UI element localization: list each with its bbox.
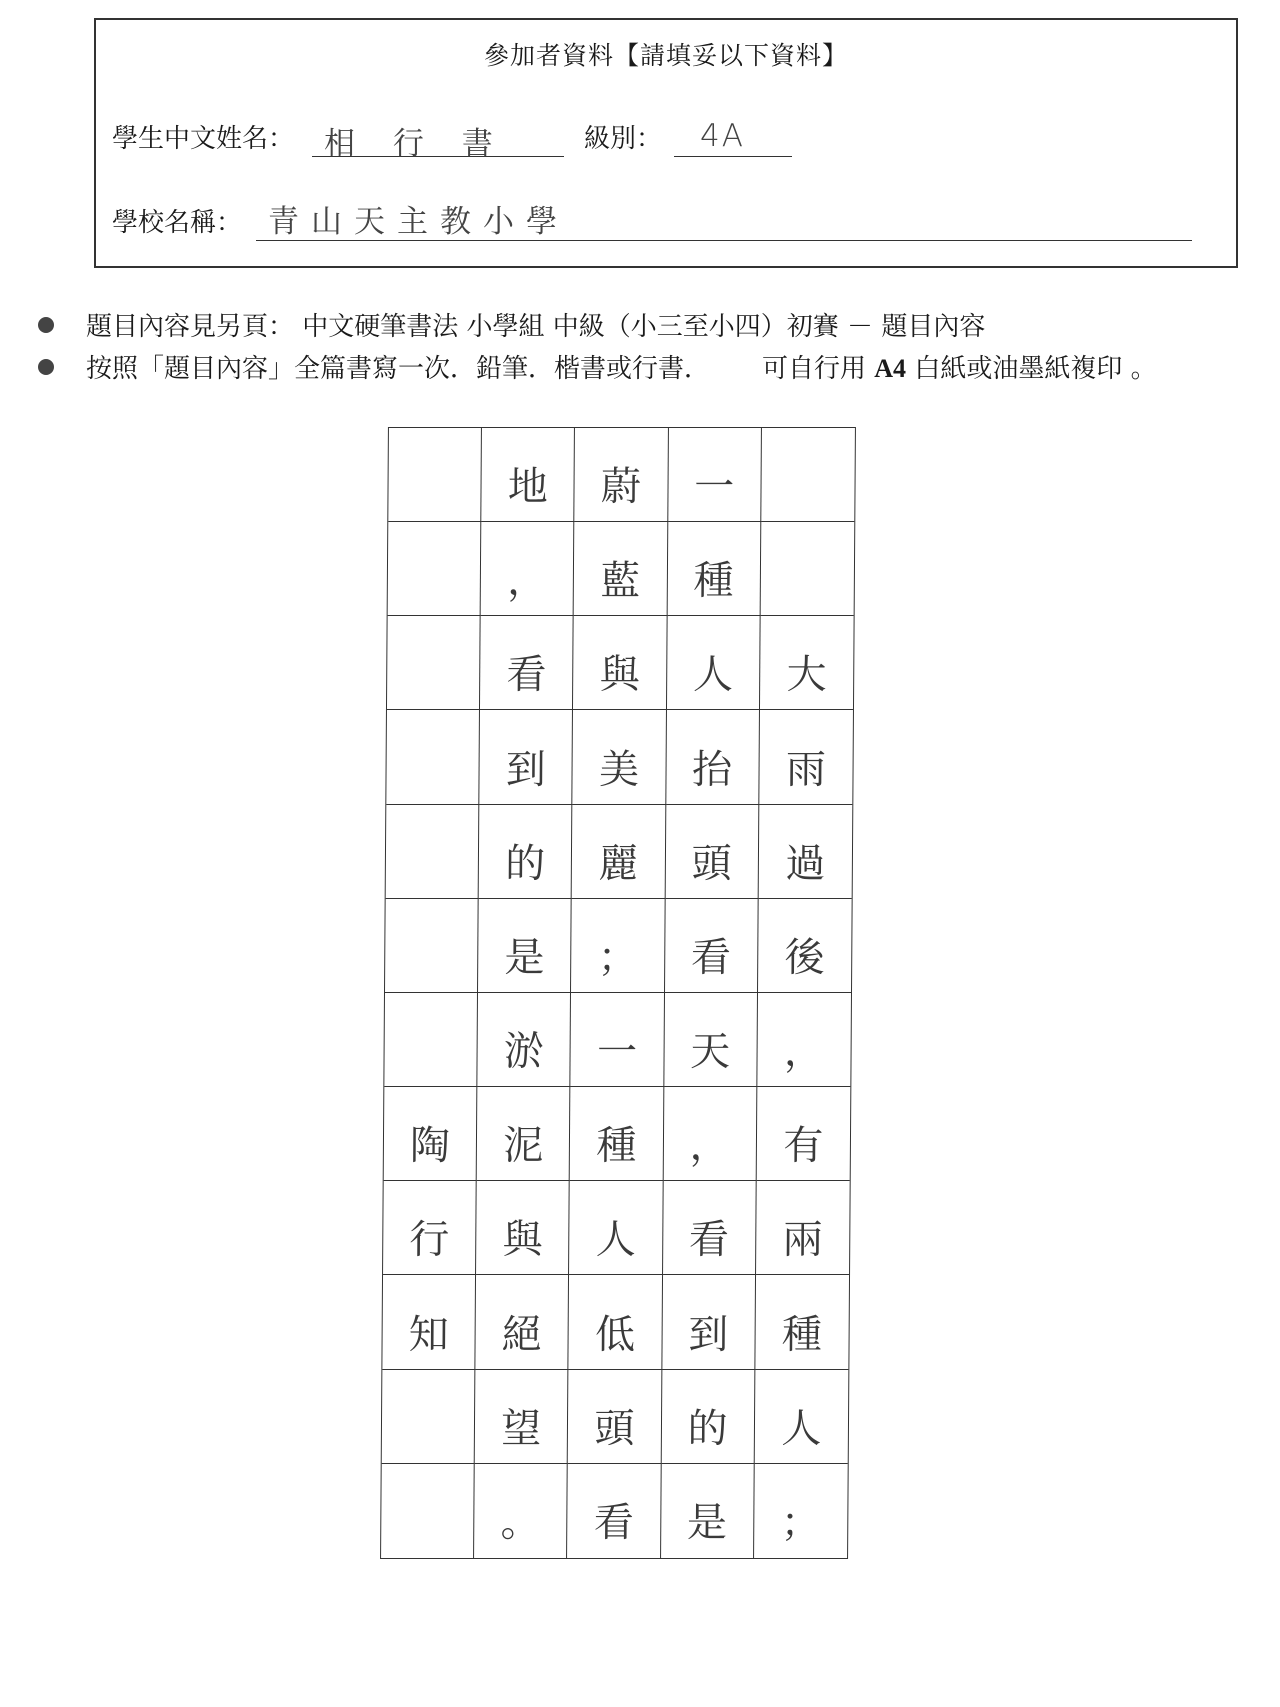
grid-cell[interactable]: 頭 <box>665 805 759 899</box>
grid-cell[interactable]: 絕 <box>476 1275 570 1369</box>
name-label: 學生中文姓名： <box>112 124 295 154</box>
grid-cell[interactable] <box>388 522 482 616</box>
grid-cell[interactable] <box>384 993 478 1087</box>
grid-cell[interactable]: 雨 <box>759 710 853 804</box>
grid-cell[interactable]: 頭 <box>568 1370 662 1464</box>
form-title: 參加者資料【請填妥以下資料】 <box>483 41 848 70</box>
grid-cell[interactable]: 是 <box>478 899 572 993</box>
participant-info-box <box>94 18 1238 268</box>
grid-cell[interactable]: 是 <box>661 1464 755 1558</box>
instruction-1: 題目內容見另頁： 中文硬筆書法 小學組 中級（小三至小四）初賽 － 題目內容 <box>38 306 985 343</box>
grid-cell[interactable] <box>387 616 481 710</box>
grid-cell[interactable]: 行 <box>383 1181 477 1275</box>
grid-cell[interactable] <box>386 805 480 899</box>
grid-cell[interactable]: 與 <box>573 616 667 710</box>
grid-cell[interactable]: 藍 <box>574 522 668 616</box>
grid-cell[interactable]: 淤 <box>478 993 572 1087</box>
grid-cell[interactable] <box>761 428 855 522</box>
grid-cell[interactable]: 看 <box>665 899 759 993</box>
grid-cell[interactable] <box>760 522 854 616</box>
grid-cell[interactable]: 人 <box>667 616 761 710</box>
grid-cell[interactable]: 有 <box>756 1087 850 1181</box>
grid-cell[interactable]: 種 <box>667 522 761 616</box>
grid-cell[interactable]: 人 <box>755 1370 849 1464</box>
name-value[interactable]: 相 行 書 <box>324 126 507 162</box>
grid-cell[interactable] <box>381 1464 475 1558</box>
grid-cell[interactable]: 。 <box>474 1464 568 1558</box>
class-value[interactable]: 4A <box>700 118 745 154</box>
grid-cell[interactable]: ， <box>757 993 851 1087</box>
bullet-icon <box>38 317 54 333</box>
grid-cell[interactable]: 望 <box>475 1370 569 1464</box>
grid-cell[interactable]: 陶 <box>384 1087 478 1181</box>
grid-cell[interactable] <box>385 899 479 993</box>
grid-cell[interactable]: 的 <box>479 805 573 899</box>
grid-cell[interactable]: 美 <box>573 710 667 804</box>
grid-cell[interactable]: ， <box>663 1087 757 1181</box>
grid-cell[interactable]: 麗 <box>572 805 666 899</box>
grid-cell[interactable]: 天 <box>664 993 758 1087</box>
grid-cell[interactable]: 後 <box>758 899 852 993</box>
grid-cell[interactable]: 看 <box>567 1464 661 1558</box>
grid-cell[interactable]: 一 <box>668 428 762 522</box>
grid-cell[interactable]: 兩 <box>756 1181 850 1275</box>
class-label: 級別： <box>584 124 663 154</box>
grid-cell[interactable]: 到 <box>480 710 574 804</box>
grid-cell[interactable]: 大 <box>760 616 854 710</box>
school-label: 學校名稱： <box>112 208 243 238</box>
grid-cell[interactable]: 知 <box>382 1275 476 1369</box>
grid-cell[interactable]: 抬 <box>666 710 760 804</box>
grid-cell[interactable] <box>386 710 480 804</box>
paper-size: A4 <box>874 354 907 383</box>
grid-cell[interactable] <box>388 428 482 522</box>
grid-cell[interactable]: 與 <box>476 1181 570 1275</box>
grid-cell[interactable]: 地 <box>481 428 575 522</box>
writing-grid <box>380 427 856 1559</box>
grid-cell[interactable]: 過 <box>758 805 852 899</box>
bullet-icon <box>38 359 54 375</box>
instruction-2: 按照「題目內容」全篇書寫一次．鉛筆．楷書或行書． 可自行用 A4 白紙或油墨紙複印 。 <box>38 348 1157 385</box>
grid-cell[interactable]: 看 <box>480 616 574 710</box>
grid-cell[interactable]: 人 <box>569 1181 663 1275</box>
grid-cell[interactable]: 一 <box>571 993 665 1087</box>
class-line <box>674 156 792 157</box>
grid-cell[interactable] <box>382 1370 476 1464</box>
grid-cell[interactable]: 看 <box>663 1181 757 1275</box>
grid-cell[interactable]: ； <box>780 1500 821 1547</box>
grid-cell[interactable]: 泥 <box>477 1087 571 1181</box>
school-value[interactable]: 青山天主教小學 <box>268 204 569 240</box>
grid-cell[interactable]: 的 <box>661 1370 755 1464</box>
grid-cell[interactable]: ， <box>481 522 575 616</box>
grid-cell[interactable]: 低 <box>569 1275 663 1369</box>
grid-cell[interactable]: 蔚 <box>575 428 669 522</box>
grid-cell[interactable]: ； <box>571 899 665 993</box>
grid-cell[interactable]: 種 <box>570 1087 664 1181</box>
grid-cell[interactable]: 到 <box>662 1275 756 1369</box>
grid-cell[interactable]: 種 <box>755 1275 849 1369</box>
